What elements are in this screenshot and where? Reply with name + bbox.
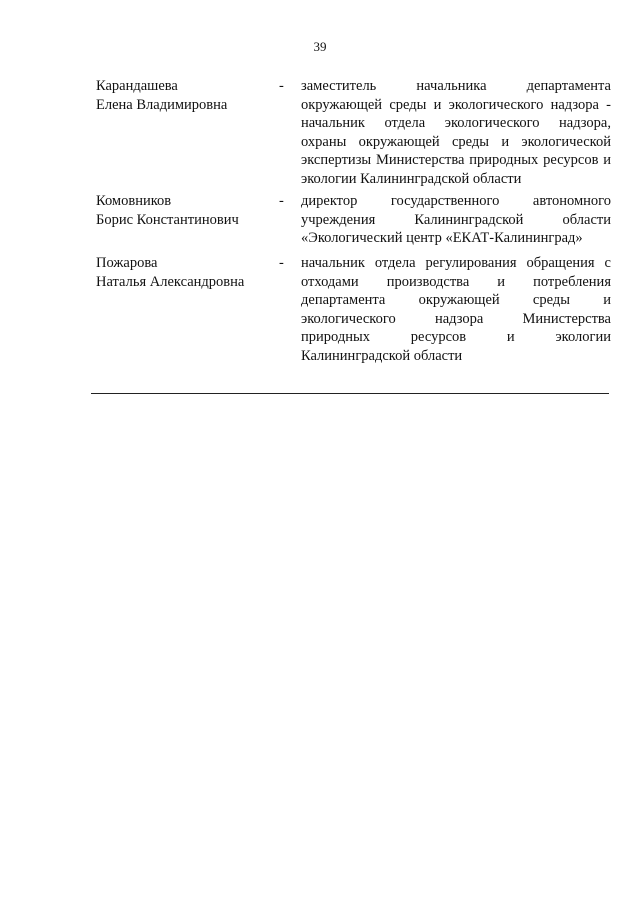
position-description: начальник отдела регулирования обращения с отходами производства и потребления департамента окружающей среды и экологического надзора Министерства природных ресурсов и экологии Калининградской области (301, 255, 611, 364)
given-names: Наталья Александровна (96, 273, 245, 290)
person-name (96, 254, 266, 291)
separator-dash: - (279, 255, 284, 271)
surname: Карандашева (96, 78, 178, 94)
surname: Пожарова (96, 255, 158, 271)
separator-dash: - (279, 78, 284, 94)
position-description: заместитель начальника департамента окружающей среды и экологического надзора - начальник отдела экологического надзора, охраны окружающей среды и экологической экспертизы Министерства природных ресурсов и экологии Калининградской области (301, 78, 611, 187)
person-name (96, 77, 266, 114)
end-rule (91, 393, 609, 394)
given-names: Елена Владимировна (96, 96, 228, 113)
person-name (96, 192, 266, 229)
position-description: директор государственного автономного учреждения Калининградской области «Экологический центр «ЕКАТ-Калининград» (301, 193, 611, 246)
surname: Комовников (96, 193, 172, 209)
page-number: 39 (313, 39, 327, 54)
given-names: Борис Константинович (96, 211, 239, 228)
separator-dash: - (279, 193, 284, 209)
